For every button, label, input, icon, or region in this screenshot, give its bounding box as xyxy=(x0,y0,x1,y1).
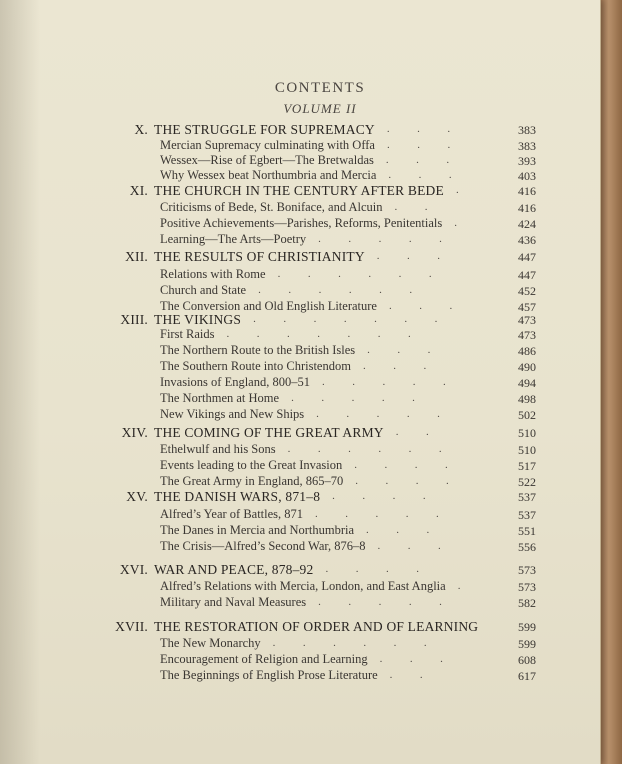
chapter-entry xyxy=(100,563,313,577)
chapter-entry xyxy=(100,490,320,504)
section-title: Military and Naval Measures xyxy=(160,595,307,609)
section-page-number: 502 xyxy=(518,408,536,422)
chapter-title: THE DANISH WARS, 871–8 xyxy=(154,489,321,504)
dot-leader: . . . xyxy=(379,654,443,665)
section-title: Criticisms of Bede, St. Boniface, and Alcuin xyxy=(160,200,383,214)
section-page-number: 608 xyxy=(518,653,536,667)
dot-leader: . . xyxy=(389,670,423,681)
section-title: Mercian Supremacy culminating with Offa xyxy=(160,138,375,152)
chapter-title: WAR AND PEACE, 878–92 xyxy=(154,562,314,577)
section-page-number: 599 xyxy=(518,637,536,651)
section-page-number: 486 xyxy=(518,344,536,358)
section-page-number: 452 xyxy=(518,284,536,298)
dot-leader: . . . xyxy=(366,525,430,536)
chapter-title: THE CHURCH IN THE CENTURY AFTER BEDE xyxy=(154,183,444,198)
dot-leader: . . . xyxy=(385,155,450,166)
table-surface xyxy=(600,0,622,764)
chapter-title: THE VIKINGS xyxy=(154,312,242,327)
section-page-number: 494 xyxy=(518,376,536,390)
dot-leader: . . . . . xyxy=(318,234,442,245)
dot-leader: . . . . . . xyxy=(277,269,432,280)
dot-leader: . xyxy=(454,218,458,229)
section-page-number: 403 xyxy=(518,169,536,183)
dot-leader: . . . . . . xyxy=(272,638,427,649)
dot-leader: . xyxy=(457,581,461,592)
section-title: Alfred’s Year of Battles, 871 xyxy=(160,507,304,521)
chapter-number: XV. xyxy=(126,489,148,504)
dot-leader: . . . xyxy=(386,140,451,151)
chapter-number: XI. xyxy=(129,183,148,198)
chapter-page-number: 573 xyxy=(518,563,536,577)
dot-leader: . . xyxy=(394,202,428,213)
chapter-number: XII. xyxy=(125,249,148,264)
section-title: The Danes in Mercia and Northumbria xyxy=(160,523,355,537)
section-title: Why Wessex beat Northumbria and Mercia xyxy=(160,168,377,182)
dot-leader: . . . xyxy=(388,170,452,181)
section-page-number: 573 xyxy=(518,580,536,594)
section-page-number: 617 xyxy=(518,669,536,683)
section-page-number: 498 xyxy=(518,392,536,406)
chapter-number: XVII. xyxy=(115,619,148,634)
section-title: Events leading to the Great Invasion xyxy=(160,458,343,472)
chapter-title: THE STRUGGLE FOR SUPREMACY xyxy=(154,122,375,137)
chapter-page-number: 416 xyxy=(518,184,536,198)
contents-heading: CONTENTS xyxy=(274,80,366,96)
dot-leader: . . . . . xyxy=(291,393,415,404)
section-page-number: 490 xyxy=(518,360,536,374)
chapter-page-number: 537 xyxy=(518,490,536,504)
dot-leader: . . . . . xyxy=(318,597,442,608)
chapter-entry xyxy=(100,123,375,137)
dot-leader: . . . . . xyxy=(316,409,440,420)
section-title: Encouragement of Religion and Learning xyxy=(160,652,368,666)
section-page-number: 582 xyxy=(518,596,536,610)
section-title: The New Monarchy xyxy=(160,636,261,650)
section-title: Invasions of England, 800–51 xyxy=(160,375,310,389)
dot-leader: . . . xyxy=(362,361,427,372)
section-title: The Southern Route into Christendom xyxy=(160,359,351,373)
chapter-entry xyxy=(100,620,478,634)
section-title: Church and State xyxy=(160,283,247,297)
section-title: New Vikings and New Ships xyxy=(160,407,305,421)
section-page-number: 537 xyxy=(518,508,536,522)
section-title: The Great Army in England, 865–70 xyxy=(160,474,344,488)
section-title: Ethelwulf and his Sons xyxy=(160,442,276,456)
dot-leader: . . . . xyxy=(325,564,419,575)
chapter-entry xyxy=(100,250,365,264)
chapter-number: X. xyxy=(134,122,148,137)
dot-leader: . . . . xyxy=(355,476,449,487)
chapter-number: XVI. xyxy=(119,562,148,577)
section-page-number: 447 xyxy=(518,268,536,282)
section-title: Learning—The Arts—Poetry xyxy=(160,232,307,246)
chapter-title: THE COMING OF THE GREAT ARMY xyxy=(154,425,384,440)
dot-leader: . . . xyxy=(388,301,453,312)
dot-leader: . . xyxy=(395,427,429,438)
section-page-number: 517 xyxy=(518,459,536,473)
dot-leader: . xyxy=(455,185,459,196)
section-title: Relations with Rome xyxy=(160,267,266,281)
dot-leader: . . . xyxy=(377,541,441,552)
section-page-number: 383 xyxy=(518,139,536,153)
dot-leader: . . . . . . . xyxy=(226,329,411,340)
section-page-number: 556 xyxy=(518,540,536,554)
dot-leader: . . . . . . xyxy=(258,285,413,296)
dot-leader: . . . . . . . xyxy=(253,314,438,325)
chapter-entry xyxy=(100,426,384,440)
section-page-number: 510 xyxy=(518,443,536,457)
chapter-page-number: 473 xyxy=(518,313,536,327)
dot-leader: . . . . . xyxy=(315,509,439,520)
chapter-title: THE RESULTS OF CHRISTIANITY xyxy=(154,249,365,264)
chapter-page-number: 599 xyxy=(518,620,536,634)
dot-leader: . . . . . . xyxy=(287,444,442,455)
section-title: The Crisis—Alfred’s Second War, 876–8 xyxy=(160,539,366,553)
section-page-number: 416 xyxy=(518,201,536,215)
volume-label: VOLUME II xyxy=(283,101,357,116)
section-page-number: 424 xyxy=(518,217,536,231)
chapter-entry xyxy=(100,184,444,198)
dot-leader: . . . xyxy=(376,251,441,262)
chapter-page-number: 447 xyxy=(518,250,536,264)
chapter-page-number: 383 xyxy=(518,123,536,137)
section-title: First Raids xyxy=(160,327,215,341)
section-page-number: 522 xyxy=(518,475,536,489)
section-title: The Beginnings of English Prose Literature xyxy=(160,668,378,682)
section-page-number: 551 xyxy=(518,524,536,538)
section-title: The Northern Route to the British Isles xyxy=(160,343,356,357)
dot-leader: . . . xyxy=(367,345,431,356)
dot-leader: . . . . xyxy=(332,491,426,502)
section-page-number: 457 xyxy=(518,300,536,314)
chapter-number: XIII. xyxy=(120,312,148,327)
dot-leader: . . . . xyxy=(354,460,448,471)
section-title: Wessex—Rise of Egbert—The Bretwaldas xyxy=(160,153,374,167)
chapter-title: THE RESTORATION OF ORDER AND OF LEARNING xyxy=(154,619,479,634)
section-title: The Conversion and Old English Literature xyxy=(160,299,377,313)
section-title: The Northmen at Home xyxy=(160,391,280,405)
section-title: Alfred’s Relations with Mercia, London, and East Anglia xyxy=(160,579,446,593)
section-page-number: 393 xyxy=(518,154,536,168)
dot-leader: . . . xyxy=(386,124,451,135)
section-title: Positive Achievements—Parishes, Reforms, Penitentials xyxy=(160,216,443,230)
dot-leader: . . . . . xyxy=(321,377,446,388)
chapter-number: XIV. xyxy=(121,425,148,440)
section-page-number: 436 xyxy=(518,233,536,247)
section-page-number: 473 xyxy=(518,328,536,342)
chapter-entry xyxy=(100,313,241,327)
chapter-page-number: 510 xyxy=(518,426,536,440)
